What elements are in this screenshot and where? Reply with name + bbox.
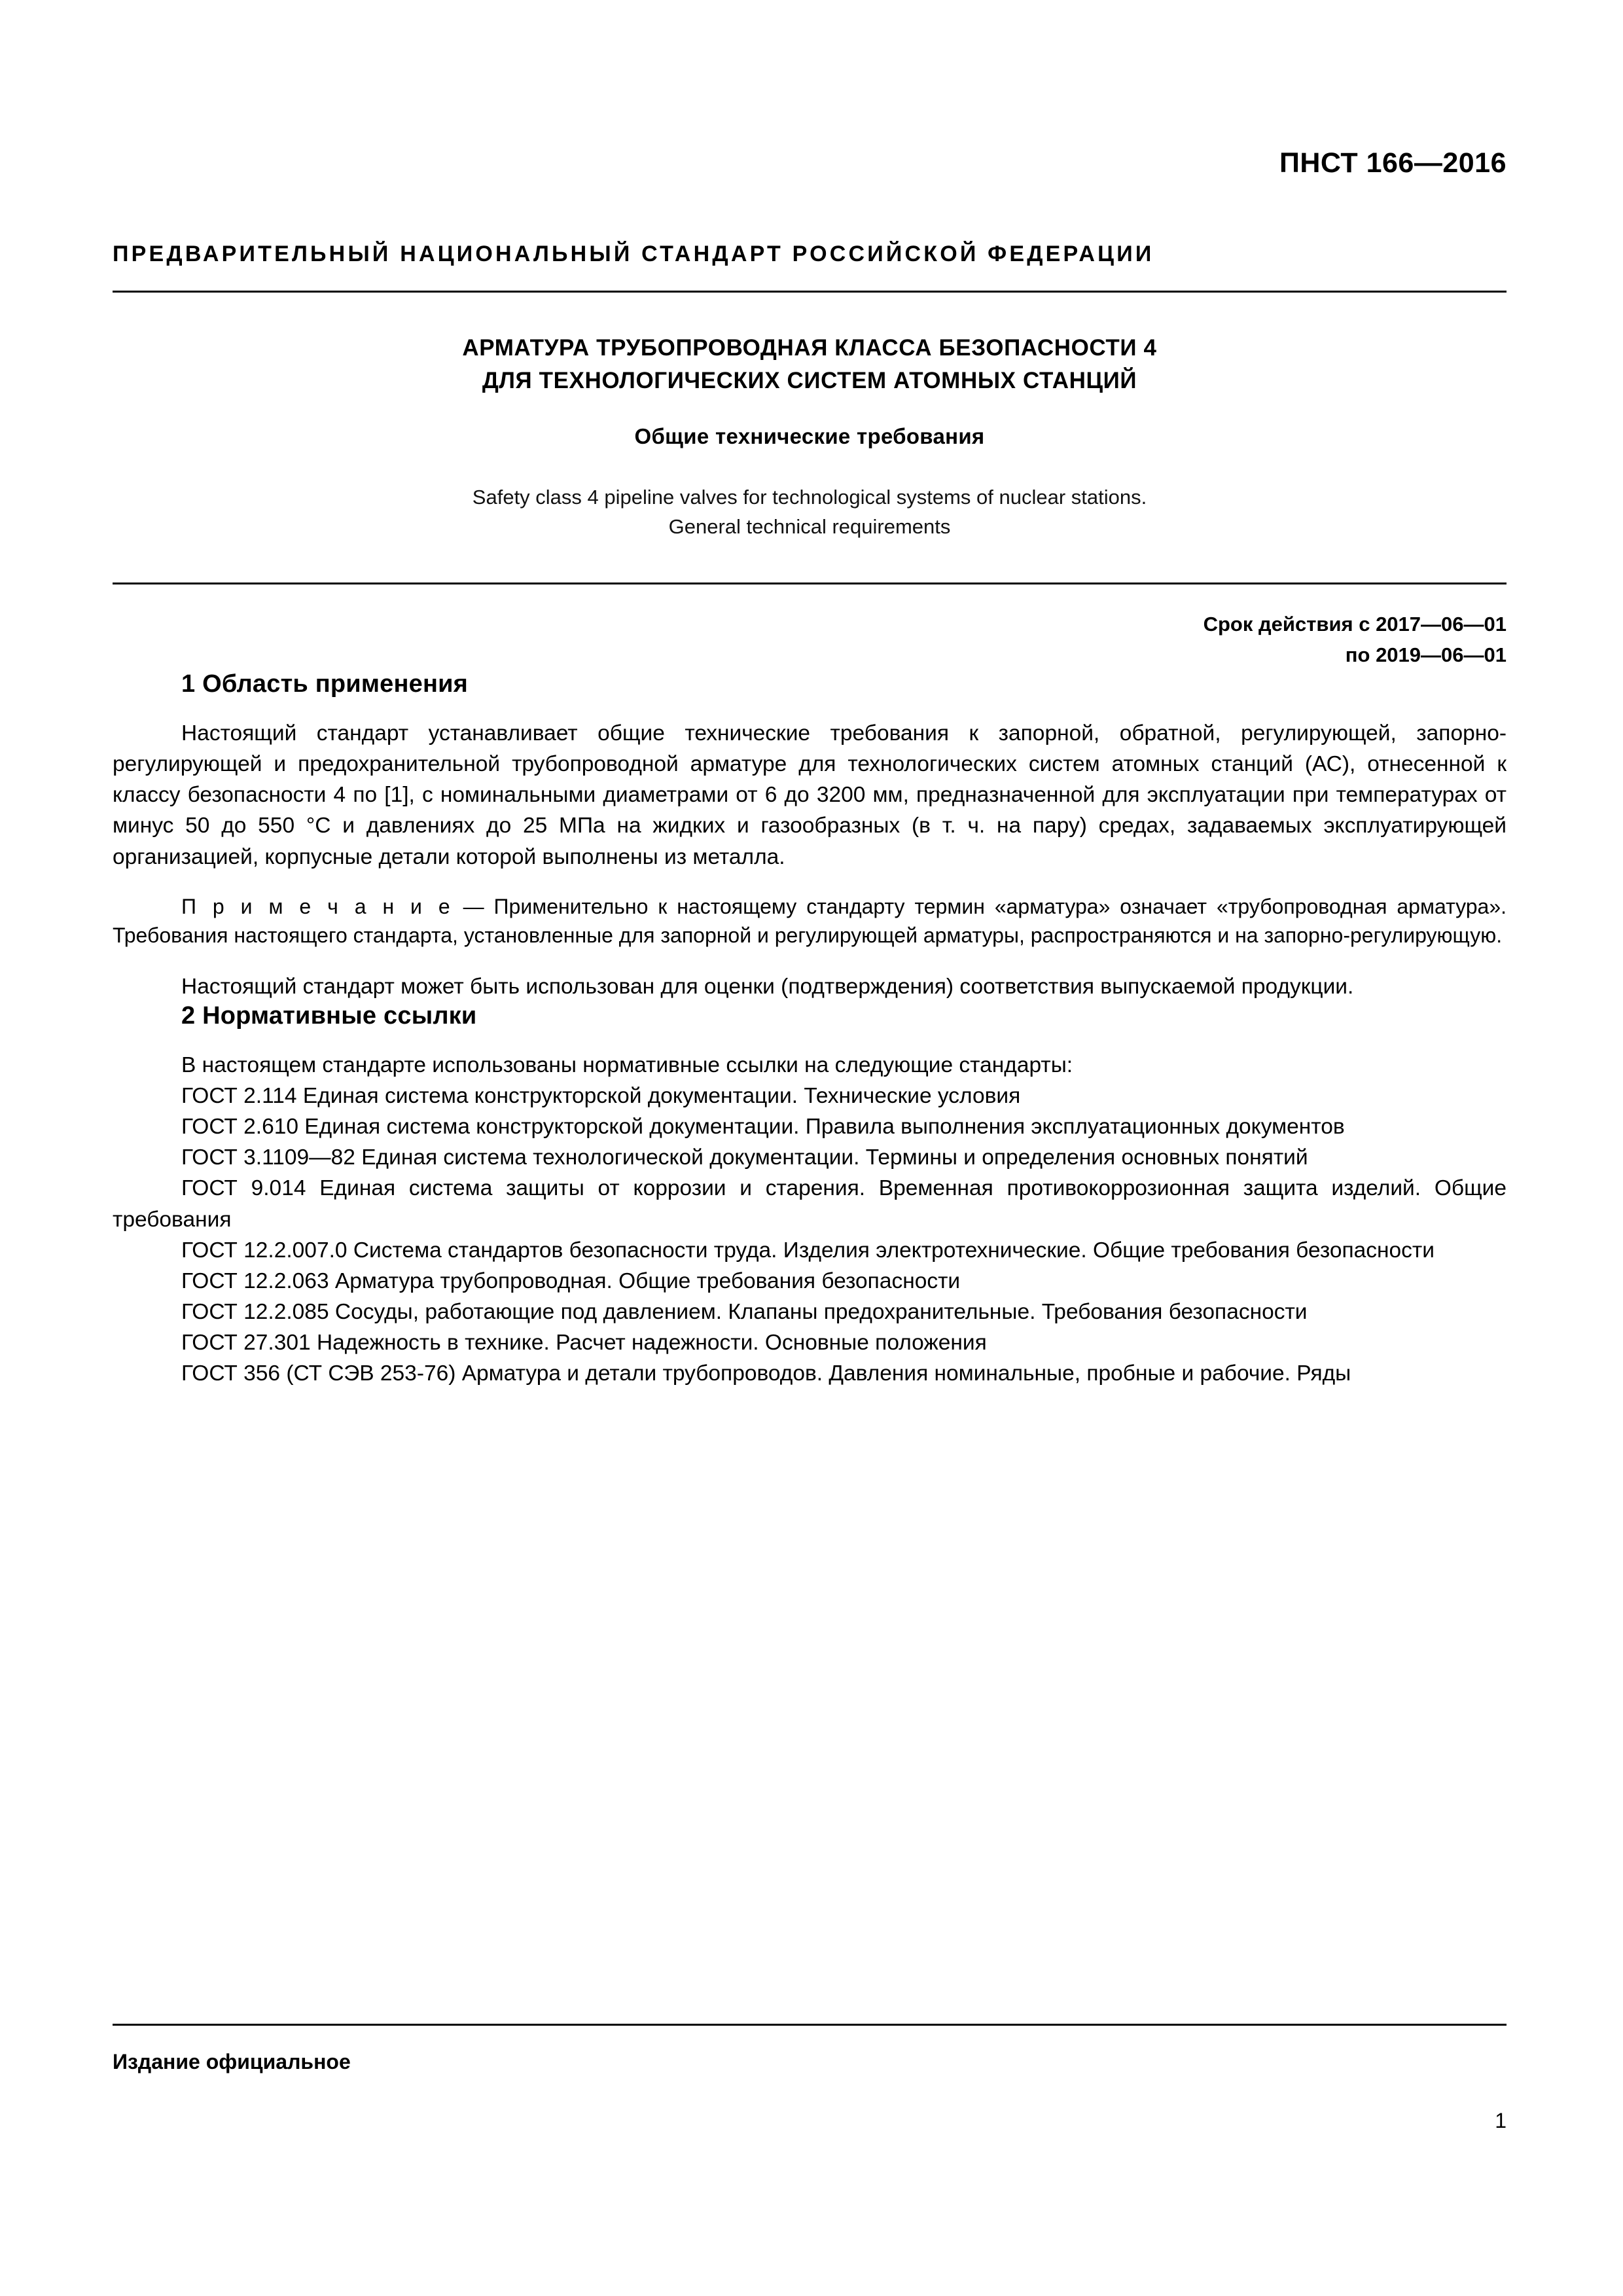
english-title-line1: Safety class 4 pipeline valves for technological systems of nuclear stations. [472,486,1147,509]
divider-bottom [113,2024,1507,2026]
document-title-line1: АРМАТУРА ТРУБОПРОВОДНАЯ КЛАССА БЕЗОПАСНОСТИ 4 [462,335,1157,361]
section-1-note [113,892,1507,951]
note-text: — Применительно к настоящему стандарту термин «арматура» означает «трубопроводная арматура». Требования настоящего стандарта, установленные для запорной и регулирующей арматуры, распространяются и на запорно-регулирующую. [113,894,1507,948]
english-title-line2: General technical requirements [668,515,951,539]
reference-item: ГОСТ 3.1109—82 Единая система технологической документации. Термины и определения основных понятий [181,1145,1308,1170]
section-normative-references [113,1002,1507,1389]
edition-note: Издание официальное [113,2050,351,2073]
reference-item: ГОСТ 9.014 Единая система защиты от коррозии и старения. Временная противокоррозионная защита изделий. Общие требования [113,1176,1507,1232]
divider-middle [113,583,1507,584]
validity-to: по 2019—06—01 [1345,643,1507,666]
standard-type-heading: ПРЕДВАРИТЕЛЬНЫЙ НАЦИОНАЛЬНЫЙ СТАНДАРТ РОССИЙСКОЙ ФЕДЕРАЦИИ [113,242,1154,266]
section-2-heading: 2 Нормативные ссылки [181,1002,477,1030]
section-2-intro: В настоящем стандарте использованы нормативные ссылки на следующие стандарты: [181,1053,1073,1078]
section-1-heading: 1 Область применения [181,670,469,698]
reference-item: ГОСТ 2.610 Единая система конструкторской документации. Правила выполнения эксплуатационных документов [181,1115,1345,1139]
reference-item: ГОСТ 12.2.007.0 Система стандартов безопасности труда. Изделия электротехнические. Общие требования безопасности [181,1238,1435,1263]
reference-item: ГОСТ 356 (СТ СЭВ 253-76) Арматура и детали трубопроводов. Давления номинальные, пробные и рабочие. Ряды [181,1361,1351,1386]
reference-list [113,1050,1507,1389]
document-title-line2: ДЛЯ ТЕХНОЛОГИЧЕСКИХ СИСТЕМ АТОМНЫХ СТАНЦИЙ [482,367,1137,393]
divider-top [113,291,1507,293]
reference-item: ГОСТ 27.301 Надежность в технике. Расчет надежности. Основные положения [181,1330,987,1355]
reference-item: ГОСТ 2.114 Единая система конструкторской документации. Технические условия [181,1084,1021,1109]
document-code: ПНСТ 166—2016 [1279,147,1507,179]
page-content [113,0,1507,1389]
note-label: П р и м е ч а н и е [181,894,454,918]
title-block [113,332,1507,542]
document-subtitle: Общие технические требования [634,424,985,449]
page-number: 1 [1495,2109,1507,2132]
section-1-paragraph-1: Настоящий стандарт устанавливает общие технические требования к запорной, обратной, регулирующей, запорно-регулирующей и предохранительной трубопроводной арматуре для технологических систем атомных станций (АС), отнесенной к классу безопасности 4 по [1], с номинальными диаметрами от 6 до 3200 мм, предназначенной для эксплуатации при температурах от минус 50 до 550 °С и давлениях до 25 МПа на жидких и газообразных (в т. ч. на пару) средах, задаваемых эксплуатирующей организацией, корпусные детали которой выполнены из металла. [113,721,1507,869]
section-scope [113,670,1507,1002]
reference-item: ГОСТ 12.2.063 Арматура трубопроводная. Общие требования безопасности [181,1268,961,1293]
reference-item: ГОСТ 12.2.085 Сосуды, работающие под давлением. Клапаны предохранительные. Требования безопасности [181,1299,1308,1324]
validity-block [113,609,1507,670]
validity-from: Срок действия с 2017—06—01 [1203,613,1507,636]
section-1-paragraph-2: Настоящий стандарт может быть использован для оценки (подтверждения) соответствия выпускаемой продукции. [181,975,1354,999]
